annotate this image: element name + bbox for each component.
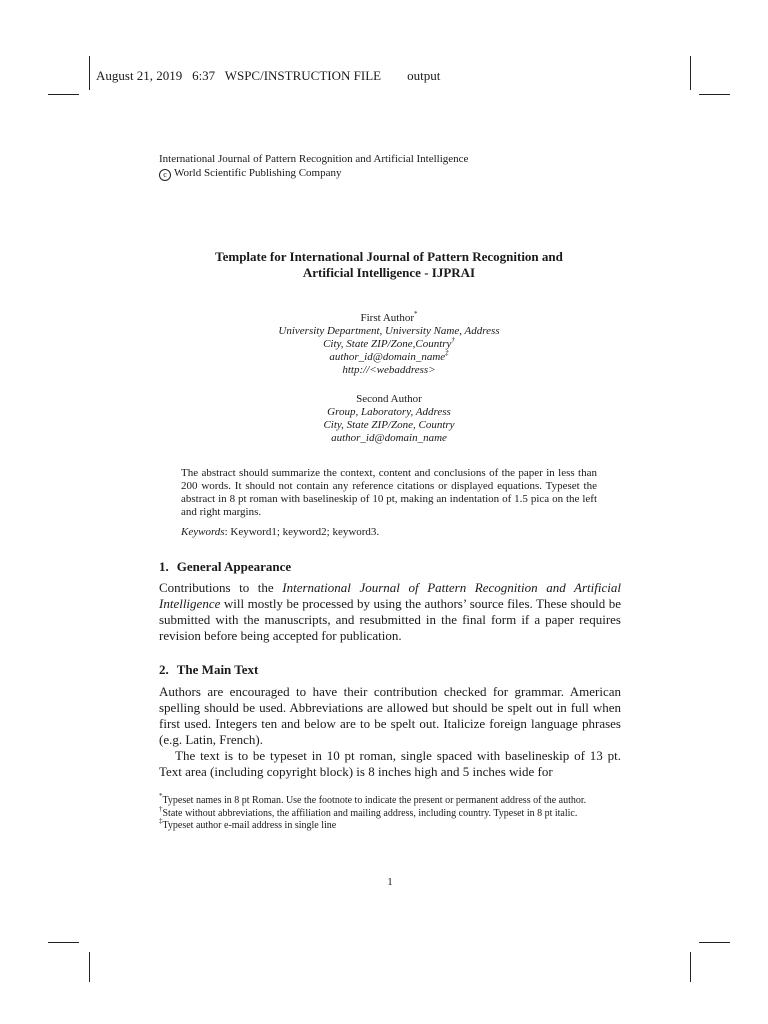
crop-mark-top-left-horizontal bbox=[48, 94, 79, 95]
footnotes bbox=[159, 792, 621, 833]
footnote-marker: * bbox=[159, 792, 163, 800]
author-affiliation bbox=[159, 325, 619, 338]
author-name bbox=[159, 312, 619, 325]
title-line-1: Template for International Journal of Pattern Recognition and bbox=[215, 249, 563, 264]
author-name-text: First Author bbox=[360, 312, 414, 324]
footnote-text: Typeset names in 8 pt Roman. Use the footnote to indicate the present or permanent address of the author. bbox=[162, 795, 587, 806]
keywords bbox=[181, 526, 379, 538]
location-line: City, State ZIP/Zone,Country bbox=[323, 338, 452, 350]
footnote-marker: † bbox=[451, 336, 455, 344]
journal-copyright-line bbox=[159, 166, 468, 181]
section-heading bbox=[159, 662, 258, 678]
section-body bbox=[159, 580, 621, 644]
journal-name: International Journal of Pattern Recognition and Artificial Intelligence bbox=[159, 153, 469, 165]
affiliation-line: University Department, University Name, Address bbox=[278, 325, 500, 337]
paragraph: Authors are encouraged to have their contribution checked for grammar. American spelling should be used. Abbreviations are allowed but should be spelt out in full when first used. Integers ten and below are to be spelt out. Italicize foreign language phrases (e.g. Latin, French). bbox=[159, 684, 621, 747]
section-number: 2. bbox=[159, 662, 169, 677]
email-line: author_id@domain_name bbox=[331, 432, 447, 444]
footnote-marker: ‡ bbox=[159, 817, 163, 825]
author-email bbox=[159, 432, 619, 445]
crop-mark-top-left-vertical bbox=[89, 56, 90, 90]
title-line-2: Artificial Intelligence - IJPRAI bbox=[302, 265, 476, 280]
page-number: 1 bbox=[387, 876, 393, 888]
author-location bbox=[159, 419, 619, 432]
crop-mark-top-right-horizontal bbox=[699, 94, 730, 95]
journal-info bbox=[159, 152, 468, 181]
email-line: author_id@domain_name bbox=[329, 351, 446, 363]
paragraph: The text is to be typeset in 10 pt roman, single spaced with baselineskip of 13 pt. Text area (including copyright block) is 8 inches high and 5 inches wide for bbox=[159, 748, 621, 779]
crop-mark-bottom-left-horizontal bbox=[48, 942, 79, 943]
location-line: City, State ZIP/Zone, Country bbox=[323, 419, 455, 431]
footnote-text: State without abbreviations, the affiliation and mailing address, including country. Typeset in 8 pt italic. bbox=[162, 807, 578, 819]
crop-mark-bottom-right-vertical bbox=[690, 952, 691, 982]
footnote-marker: † bbox=[159, 804, 163, 813]
paper-title bbox=[159, 249, 619, 281]
author-name-text: Second Author bbox=[356, 393, 422, 405]
author-email bbox=[159, 351, 619, 364]
section-title: General Appearance bbox=[176, 559, 292, 574]
footnote bbox=[159, 804, 621, 821]
crop-mark-bottom-right-horizontal bbox=[699, 942, 730, 943]
keywords-text: Keyword1; keyword2; keyword3. bbox=[230, 526, 380, 538]
header-output: output bbox=[407, 68, 441, 83]
header-date: August 21, 2019 bbox=[96, 68, 183, 83]
publisher-name: World Scientific Publishing Company bbox=[174, 167, 342, 179]
header-time: 6:37 bbox=[192, 68, 216, 83]
author-name bbox=[159, 393, 619, 406]
author-affiliation bbox=[159, 406, 619, 419]
section-title: The Main Text bbox=[176, 662, 259, 677]
footnote bbox=[159, 817, 621, 833]
keywords-label: Keywords bbox=[181, 526, 225, 538]
paragraph-text: Contributions to the bbox=[159, 580, 283, 595]
paragraph bbox=[159, 580, 621, 644]
section-body bbox=[159, 684, 621, 780]
header-file: WSPC/INSTRUCTION FILE bbox=[224, 68, 382, 83]
author-block-second bbox=[159, 393, 619, 445]
author-web bbox=[159, 364, 619, 377]
crop-mark-bottom-left-vertical bbox=[89, 952, 90, 982]
paragraph-text: will mostly be processed by using the authors’ source files. These should be submitted with the manuscripts, and resubmitted in the final form if a paper requires revision before being accepted for publication. bbox=[159, 596, 621, 643]
abstract: The abstract should summarize the context, content and conclusions of the paper in less than 200 words. It should not contain any reference citations or displayed equations. Typeset the abstract in 8 pt roman with baselineskip of 10 pt, making an indentation of 1.5 pica on the left and right margins. bbox=[181, 467, 597, 518]
footnote-marker: * bbox=[413, 310, 418, 318]
crop-mark-top-right-vertical bbox=[690, 56, 691, 90]
footnote-text: Typeset author e-mail address in single line bbox=[162, 820, 337, 831]
section-number: 1. bbox=[159, 559, 169, 574]
author-location bbox=[159, 338, 619, 351]
footnote-marker: ‡ bbox=[445, 349, 449, 357]
running-header bbox=[96, 68, 440, 84]
journal-name-italic: International Journal of Pattern Recognition and Artificial Intelligence bbox=[159, 580, 621, 611]
copyright-icon: c bbox=[159, 169, 171, 181]
affiliation-line: Group, Laboratory, Address bbox=[327, 406, 451, 418]
footnote bbox=[159, 792, 621, 808]
web-address-line: http://<webaddress> bbox=[342, 364, 436, 376]
author-block-first bbox=[159, 312, 619, 377]
section-heading bbox=[159, 559, 291, 575]
keywords-separator: : bbox=[224, 526, 228, 538]
